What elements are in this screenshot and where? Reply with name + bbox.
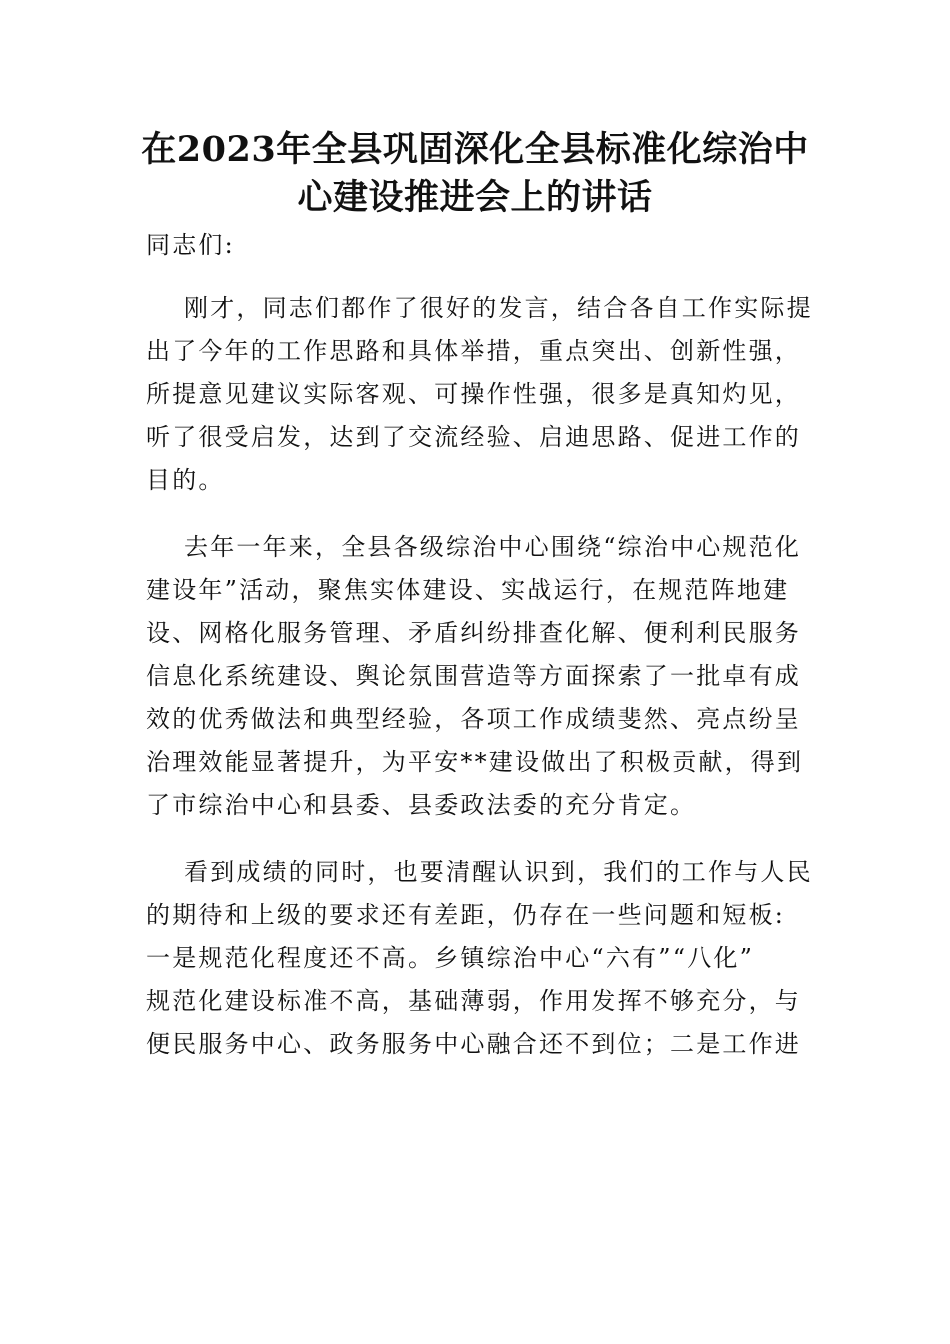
paragraph-line: 信息化系统建设、舆论氛围营造等方面探索了一批卓有成 (146, 662, 801, 690)
paragraph-line: 治理效能显著提升，为平安**建设做出了积极贡献，得到 (146, 748, 804, 776)
paragraph-line: 刚才，同志们都作了很好的发言，结合各自工作实际提 (184, 294, 813, 322)
title-line: 心建设推进会上的讲话 (297, 177, 653, 218)
document-body (146, 224, 813, 1090)
paragraph-line: 建设年”活动，聚焦实体建设、实战运行，在规范阵地建 (146, 576, 790, 604)
paragraph-line: 规范化建设标准不高，基础薄弱，作用发挥不够充分，与 (146, 987, 801, 1015)
paragraph-line: 去年一年来，全县各级综治中心围绕“综治中心规范化 (184, 533, 802, 561)
paragraph-line: 的期待和上级的要求还有差距，仍存在一些问题和短板: (146, 901, 786, 929)
paragraph-line: 一是规范化程度还不高。乡镇综治中心“六有”“八化” (146, 944, 755, 972)
paragraph-line: 听了很受启发，达到了交流经验、启迪思路、促进工作的 (146, 423, 801, 451)
paragraph-line: 出了今年的工作思路和具体举措，重点突出、创新性强， (146, 337, 801, 365)
paragraph-line: 看到成绩的同时，也要清醒认识到，我们的工作与人民 (184, 858, 813, 886)
paragraph-line: 所提意见建议实际客观、可操作性强，很多是真知灼见， (146, 380, 801, 408)
paragraph-line: 了市综治中心和县委、县委政法委的充分肯定。 (146, 791, 697, 819)
paragraph-line: 便民服务中心、政务服务中心融合还不到位；二是工作进 (146, 1030, 801, 1058)
greeting (146, 224, 808, 267)
paragraph-3 (146, 851, 813, 1066)
paragraph-line: 目的。 (146, 466, 225, 494)
greeting-text: 同志们: (146, 231, 235, 259)
title-line: 在2023年全县巩固深化全县标准化综治中 (141, 129, 809, 170)
paragraph-line: 设、网格化服务管理、矛盾纠纷排查化解、便利利民服务 (146, 619, 801, 647)
document-title (100, 126, 850, 222)
paragraph-2 (146, 526, 808, 827)
paragraph-line: 效的优秀做法和典型经验，各项工作成绩斐然、亮点纷呈 (146, 705, 801, 733)
paragraph-1 (146, 287, 813, 502)
